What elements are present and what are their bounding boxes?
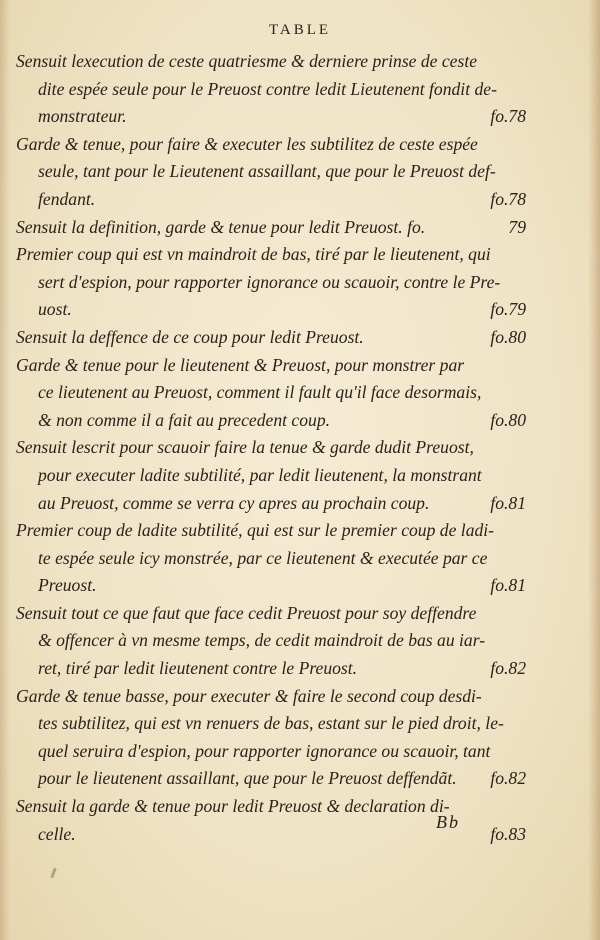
folio-number: fo.79 xyxy=(490,299,526,320)
toc-entry-line: tes subtilitez, qui est vn renuers de bas, estant sur le pied droit, le- xyxy=(38,713,504,734)
toc-entry-line xyxy=(16,490,528,518)
toc-entry xyxy=(16,517,528,600)
folio-number: fo.78 xyxy=(490,106,526,127)
toc-entry xyxy=(16,324,528,352)
toc-entry-line: Garde & tenue basse, pour executer & faire le second coup desdi- xyxy=(16,685,482,706)
toc-entry-line xyxy=(16,103,528,131)
toc-entry-text: pour le lieutenent assaillant, que pour le Preuost deffendãt. xyxy=(38,768,457,789)
toc-entry-line xyxy=(16,324,528,352)
toc-entry xyxy=(16,434,528,517)
folio-number: fo.81 xyxy=(490,575,526,596)
toc-entry-line: te espée seule icy monstrée, par ce lieutenent & executée par ce xyxy=(38,547,488,568)
folio-number: fo.78 xyxy=(490,188,526,209)
folio-number: fo.83 xyxy=(490,823,526,844)
page-edge-shadow-left xyxy=(0,0,10,940)
toc-entry-text: monstrateur. xyxy=(38,106,127,127)
toc-entry-line: Sensuit tout ce que faut que face cedit Preuost pour soy deffendre xyxy=(16,602,477,623)
toc-entry-line: Sensuit lexecution de ceste quatriesme & derniere prinse de ceste xyxy=(16,51,478,71)
toc-entry-line: Garde & tenue, pour faire & executer les subtilitez de ceste espée xyxy=(16,133,478,154)
signature-mark: Bb xyxy=(436,812,460,832)
toc-entry-text: Sensuit la deffence de ce coup pour ledit Preuost. xyxy=(16,326,364,347)
toc-entry-line xyxy=(16,765,528,793)
toc-entry-text: au Preuost, comme se verra cy apres au prochain coup. xyxy=(38,492,430,513)
toc-entry-text: celle. xyxy=(38,823,76,844)
toc-entry-text: Sensuit la definition, garde & tenue pour ledit Preuost. fo. xyxy=(16,216,426,237)
running-head: TABLE xyxy=(268,22,332,38)
page-edge-shadow-right xyxy=(588,0,600,940)
toc-entry-line: Sensuit la garde & tenue pour ledit Preuost & declaration di- xyxy=(16,796,450,817)
folio-number: fo.80 xyxy=(490,326,526,347)
toc-entry-text: fendant. xyxy=(38,188,96,209)
toc-entry xyxy=(16,352,528,435)
toc-entry xyxy=(16,600,528,683)
toc-entry-text: Preuost. xyxy=(38,575,97,596)
folio-number: fo.82 xyxy=(490,658,526,679)
toc-entry-line xyxy=(16,296,528,324)
toc-entry xyxy=(16,48,528,131)
toc-entry-line: dite espée seule pour le Preuost contre ledit Lieutenent fondit de- xyxy=(38,78,497,99)
toc-entry-text: ret, tiré par ledit lieutenent contre le Preuost. xyxy=(38,658,358,679)
toc-entry-line xyxy=(16,655,528,683)
toc-entry xyxy=(16,214,528,242)
toc-entry-line: Garde & tenue pour le lieutenent & Preuost, pour monstrer par xyxy=(16,354,465,375)
toc-entry-line: ce lieutenent au Preuost, comment il fault qu'il face desormais, xyxy=(38,382,482,403)
ink-fleck xyxy=(50,868,56,878)
table-of-contents xyxy=(16,48,528,848)
toc-entry-text: & non comme il a fait au precedent coup. xyxy=(38,409,331,430)
toc-entry-line: & offencer à vn mesme temps, de cedit maindroit de bas au iar- xyxy=(38,630,486,651)
toc-entry-line: sert d'espion, pour rapporter ignorance ou scauoir, contre le Pre- xyxy=(38,271,501,292)
folio-number: fo.80 xyxy=(490,409,526,430)
toc-entry-line: Premier coup de ladite subtilité, qui est sur le premier coup de ladi- xyxy=(16,520,495,541)
toc-entry-line: seule, tant pour le Lieutenent assaillant, que pour le Preuost def- xyxy=(38,161,496,182)
toc-entry-line xyxy=(16,572,528,600)
toc-entry-line xyxy=(16,214,528,242)
toc-entry-line xyxy=(16,186,528,214)
folio-number: fo.82 xyxy=(490,768,526,789)
toc-entry-line: pour executer ladite subtilité, par ledit lieutenent, la monstrant xyxy=(38,464,482,485)
toc-entry xyxy=(16,683,528,793)
folio-number: fo.81 xyxy=(490,492,526,513)
toc-entry-line xyxy=(16,407,528,435)
folio-number: 79 xyxy=(508,216,526,237)
toc-entry-line: Sensuit lescrit pour scauoir faire la tenue & garde dudit Preuost, xyxy=(16,437,474,458)
toc-entry-text: uost. xyxy=(38,299,72,320)
toc-entry xyxy=(16,131,528,214)
toc-entry-line: Premier coup qui est vn maindroit de bas, tiré par le lieutenent, qui xyxy=(16,244,491,265)
toc-entry xyxy=(16,241,528,324)
toc-entry-line: quel seruira d'espion, pour rapporter ignorance ou scauoir, tant xyxy=(38,740,491,761)
